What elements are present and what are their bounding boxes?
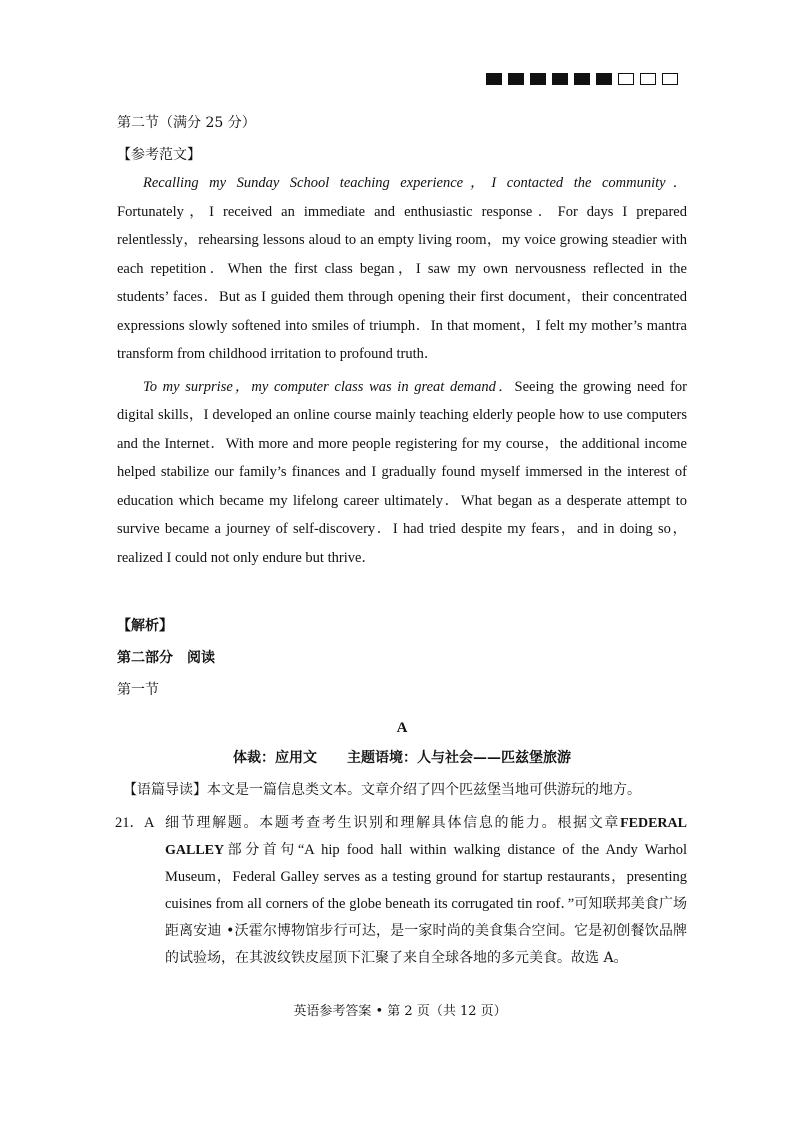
part-title-main: 第二部分 <box>117 650 173 666</box>
quoted-sentence: “A hip food hall within walking distance of the Andy Warhol Museum，Federal Galley serves as a testing ground for startup restaurants，presenting cuisines from all corners of the globe beneath its corrugated tin roof．” <box>165 842 687 912</box>
essay-p1-opening: Recalling my Sunday School teaching experience，I contacted the community． <box>143 175 687 191</box>
essay-p1-body: Fortunately，I received an immediate and enthusiastic response．For days I prepared relentlessly，rehearsing lessons aloud to an empty living room，my voice growing steadier with each repetition．When the first class began，I saw my own nervousness reflected in the students’ faces．But as I guided them through opening their first document，their concentrated expressions slowly softened into smiles of triumph．In that moment，I felt my mother’s mantra transform from childhood irritation to profound truth． <box>117 203 687 362</box>
section-reference: FEDERAL GALLEY <box>165 816 687 858</box>
genre-label: 体裁：应用文 <box>233 750 317 766</box>
essay-p2-opening: To my surprise，my computer class was in great demand． <box>143 378 515 395</box>
answer-item-21 <box>117 810 687 972</box>
page-footer: 英语参考答案 • 第 2 页（共 12 页） <box>293 1004 507 1019</box>
genre-theme-line <box>117 748 687 768</box>
page-progress-marks <box>486 73 678 85</box>
essay-paragraph-1 <box>117 169 687 369</box>
progress-mark-filled <box>486 73 502 85</box>
answer-lead: 细节理解题。本题考查考生识别和理解具体信息的能力。根据文章 <box>165 815 621 831</box>
theme-label: 主题语境：人与社会——匹兹堡旅游 <box>347 750 571 766</box>
passage-guide: 【语篇导读】本文是一篇信息类文本。文章介绍了四个匹兹堡当地可供游玩的地方。 <box>123 782 641 798</box>
part-title <box>117 648 687 668</box>
answer-explanation <box>165 810 687 972</box>
answer-conclusion: 可知联邦美食广场距离安迪 •沃霍尔博物馆步行可达，是一家时尚的美食集合空间。它是初创餐饮品牌的试验场，在其波纹铁皮屋顶下汇聚了来自全球各地的多元美食。故选 A。 <box>165 896 687 966</box>
part-title-sub: 阅读 <box>187 650 215 666</box>
progress-mark-empty <box>640 73 656 85</box>
section-one-title: 第一节 <box>117 682 159 698</box>
document-body <box>117 113 687 972</box>
section-title: 第二节（满分 25 分） <box>117 115 256 131</box>
progress-mark-filled <box>552 73 568 85</box>
essay-p2-body: Seeing the growing need for digital skills，I developed an online course mainly teaching elderly people how to use computers and the Internet．With more and more people registering for my course，the additional income helped stabilize our family’s finances and I gradually found myself immersed in the interest of education which became my lifelong career ultimately．What began as a desperate attempt to survive became a journey of self-discovery．I had tried despite my fears，and in doing so，realized I could not only endure but thrive． <box>117 378 687 566</box>
analysis-label: 【解析】 <box>117 618 173 634</box>
answer-mid: 部分首句 <box>224 842 298 858</box>
progress-mark-filled <box>530 73 546 85</box>
progress-mark-filled <box>574 73 590 85</box>
model-essay-label: 【参考范文】 <box>117 147 201 163</box>
progress-mark-empty <box>618 73 634 85</box>
passage-letter: A <box>396 720 408 736</box>
progress-mark-empty <box>662 73 678 85</box>
essay-paragraph-2 <box>117 373 687 573</box>
progress-mark-filled <box>508 73 524 85</box>
progress-mark-filled <box>596 73 612 85</box>
question-number: 21．A <box>115 815 155 831</box>
